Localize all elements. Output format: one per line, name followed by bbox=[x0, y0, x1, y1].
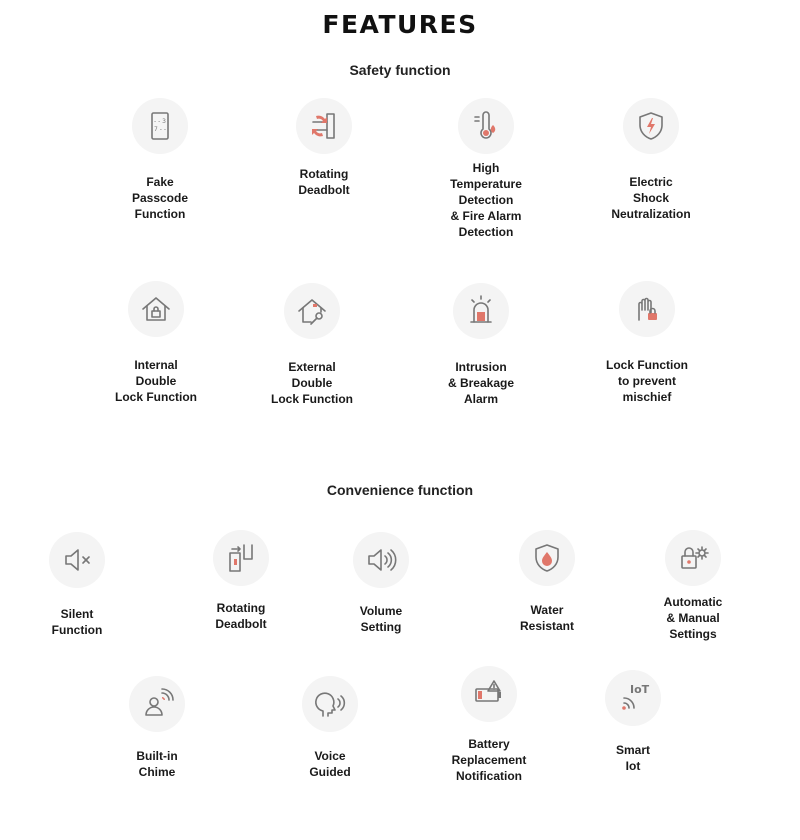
lock-gear-icon bbox=[665, 530, 721, 586]
svg-text:- - 3: - - 3 bbox=[154, 118, 166, 125]
feature-internal-double-lock bbox=[81, 281, 231, 405]
feature-volume bbox=[306, 532, 456, 635]
feature-label: External Double Lock Function bbox=[271, 360, 353, 406]
speaker-mute-icon bbox=[49, 532, 105, 588]
feature-auto-manual bbox=[618, 530, 768, 642]
feature-label: Intrusion & Breakage Alarm bbox=[447, 360, 515, 406]
feature-label: Electric Shock Neutralization bbox=[611, 175, 691, 221]
shield-lightning-icon bbox=[623, 98, 679, 154]
head-voice-icon bbox=[302, 676, 358, 732]
feature-water-resistant bbox=[472, 530, 622, 634]
house-key-icon bbox=[284, 283, 340, 339]
feature-external-double-lock bbox=[237, 283, 387, 407]
feature-fake-passcode bbox=[85, 98, 235, 222]
feature-mischief-lock bbox=[572, 281, 722, 405]
feature-label: Battery Replacement Notification bbox=[451, 737, 527, 783]
svg-text:7 - -: 7 - - bbox=[154, 126, 166, 133]
feature-label: Internal Double Lock Function bbox=[115, 358, 197, 404]
water-drop-shield-icon bbox=[519, 530, 575, 586]
feature-label: Voice Guided bbox=[309, 749, 351, 779]
feature-battery-replacement bbox=[414, 666, 564, 784]
feature-label: Silent Function bbox=[51, 607, 103, 637]
rotating-deadbolt-icon bbox=[296, 98, 352, 154]
keypad-icon bbox=[132, 98, 188, 154]
feature-label: Rotating Deadbolt bbox=[298, 167, 350, 197]
feature-label: Volume Setting bbox=[359, 604, 403, 634]
iot-wifi-icon bbox=[605, 670, 661, 726]
door-rotate-icon bbox=[213, 530, 269, 586]
hand-lock-icon bbox=[619, 281, 675, 337]
person-chime-icon bbox=[129, 676, 185, 732]
safety-heading: Safety function bbox=[349, 62, 451, 78]
thermometer-fire-icon bbox=[458, 98, 514, 154]
convenience-heading: Convenience function bbox=[326, 482, 474, 498]
feature-built-in-chime bbox=[82, 676, 232, 780]
house-lock-icon bbox=[128, 281, 184, 337]
feature-label: Water Resistant bbox=[519, 603, 575, 633]
feature-voice-guided bbox=[255, 676, 405, 780]
feature-label: Fake Passcode Function bbox=[131, 175, 189, 221]
svg-text:IoT: IoT bbox=[630, 683, 650, 696]
feature-label: Built-in Chime bbox=[136, 749, 178, 779]
siren-icon bbox=[453, 283, 509, 339]
feature-high-temperature bbox=[411, 98, 561, 240]
feature-rotating-deadbolt bbox=[249, 98, 399, 198]
feature-label: Automatic & Manual Settings bbox=[663, 595, 723, 641]
speaker-volume-icon bbox=[353, 532, 409, 588]
feature-label: Smart Iot bbox=[615, 743, 650, 773]
feature-rotating-deadbolt-2 bbox=[166, 530, 316, 632]
feature-label: Lock Function to prevent mischief bbox=[606, 358, 688, 404]
feature-electric-shock bbox=[576, 98, 726, 222]
feature-smart-iot bbox=[558, 670, 708, 774]
feature-intrusion-alarm bbox=[406, 283, 556, 407]
feature-label: High Temperature Detection & Fire Alarm Detection bbox=[450, 161, 522, 239]
feature-label: Rotating Deadbolt bbox=[215, 601, 267, 631]
feature-silent bbox=[2, 532, 152, 638]
battery-warning-icon bbox=[461, 666, 517, 722]
page-title: FEATURES bbox=[322, 10, 478, 39]
